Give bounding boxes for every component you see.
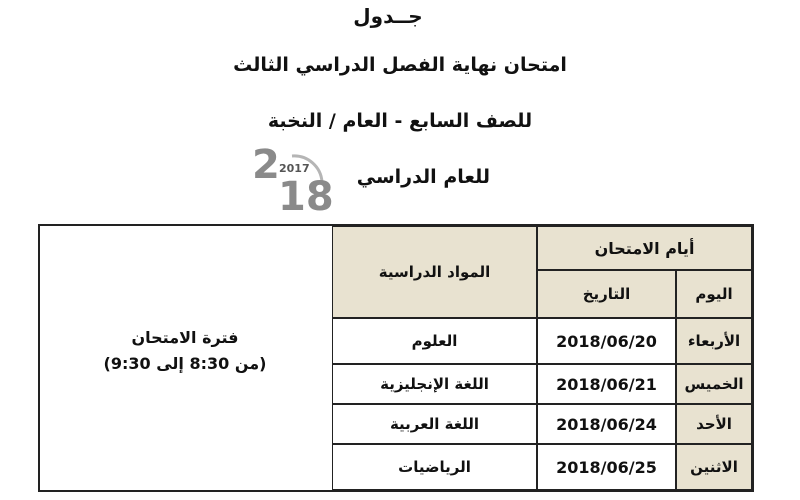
row-day: الاثنين [676, 444, 752, 490]
row-date: 2018/06/21 [537, 364, 676, 404]
row-subject: الرياضيات [332, 444, 537, 490]
row-subject: العلوم [332, 318, 537, 364]
exam-period-time: (من 8:30 إلى 9:30) [103, 354, 267, 373]
year-label: للعام الدراسي [356, 166, 490, 188]
exam-period-label: فترة الامتحان [131, 328, 239, 347]
header-date: التاريخ [537, 270, 676, 318]
row-day: الأربعاء [676, 318, 752, 364]
logo-year-2017: 2017 [279, 162, 310, 175]
logo-digits-18: 18 [278, 174, 334, 220]
row-date: 2018/06/24 [537, 404, 676, 444]
doc-title: جــدول [353, 4, 423, 28]
header-day: اليوم [676, 270, 752, 318]
row-subject: اللغة الإنجليزية [332, 364, 537, 404]
row-date: 2018/06/25 [537, 444, 676, 490]
logo-digit-2: 2 [252, 142, 280, 188]
row-date: 2018/06/20 [537, 318, 676, 364]
exam-period [38, 325, 332, 377]
header-exam-days: أيام الامتحان [537, 226, 752, 270]
grade-line: للصف السابع - العام / النخبة [267, 110, 533, 132]
header-subjects: المواد الدراسية [332, 226, 537, 318]
row-day: الأحد [676, 404, 752, 444]
year-logo [252, 142, 334, 224]
row-subject: اللغة العربية [332, 404, 537, 444]
exam-name: امتحان نهاية الفصل الدراسي الثالث [233, 54, 567, 76]
row-day: الخميس [676, 364, 752, 404]
